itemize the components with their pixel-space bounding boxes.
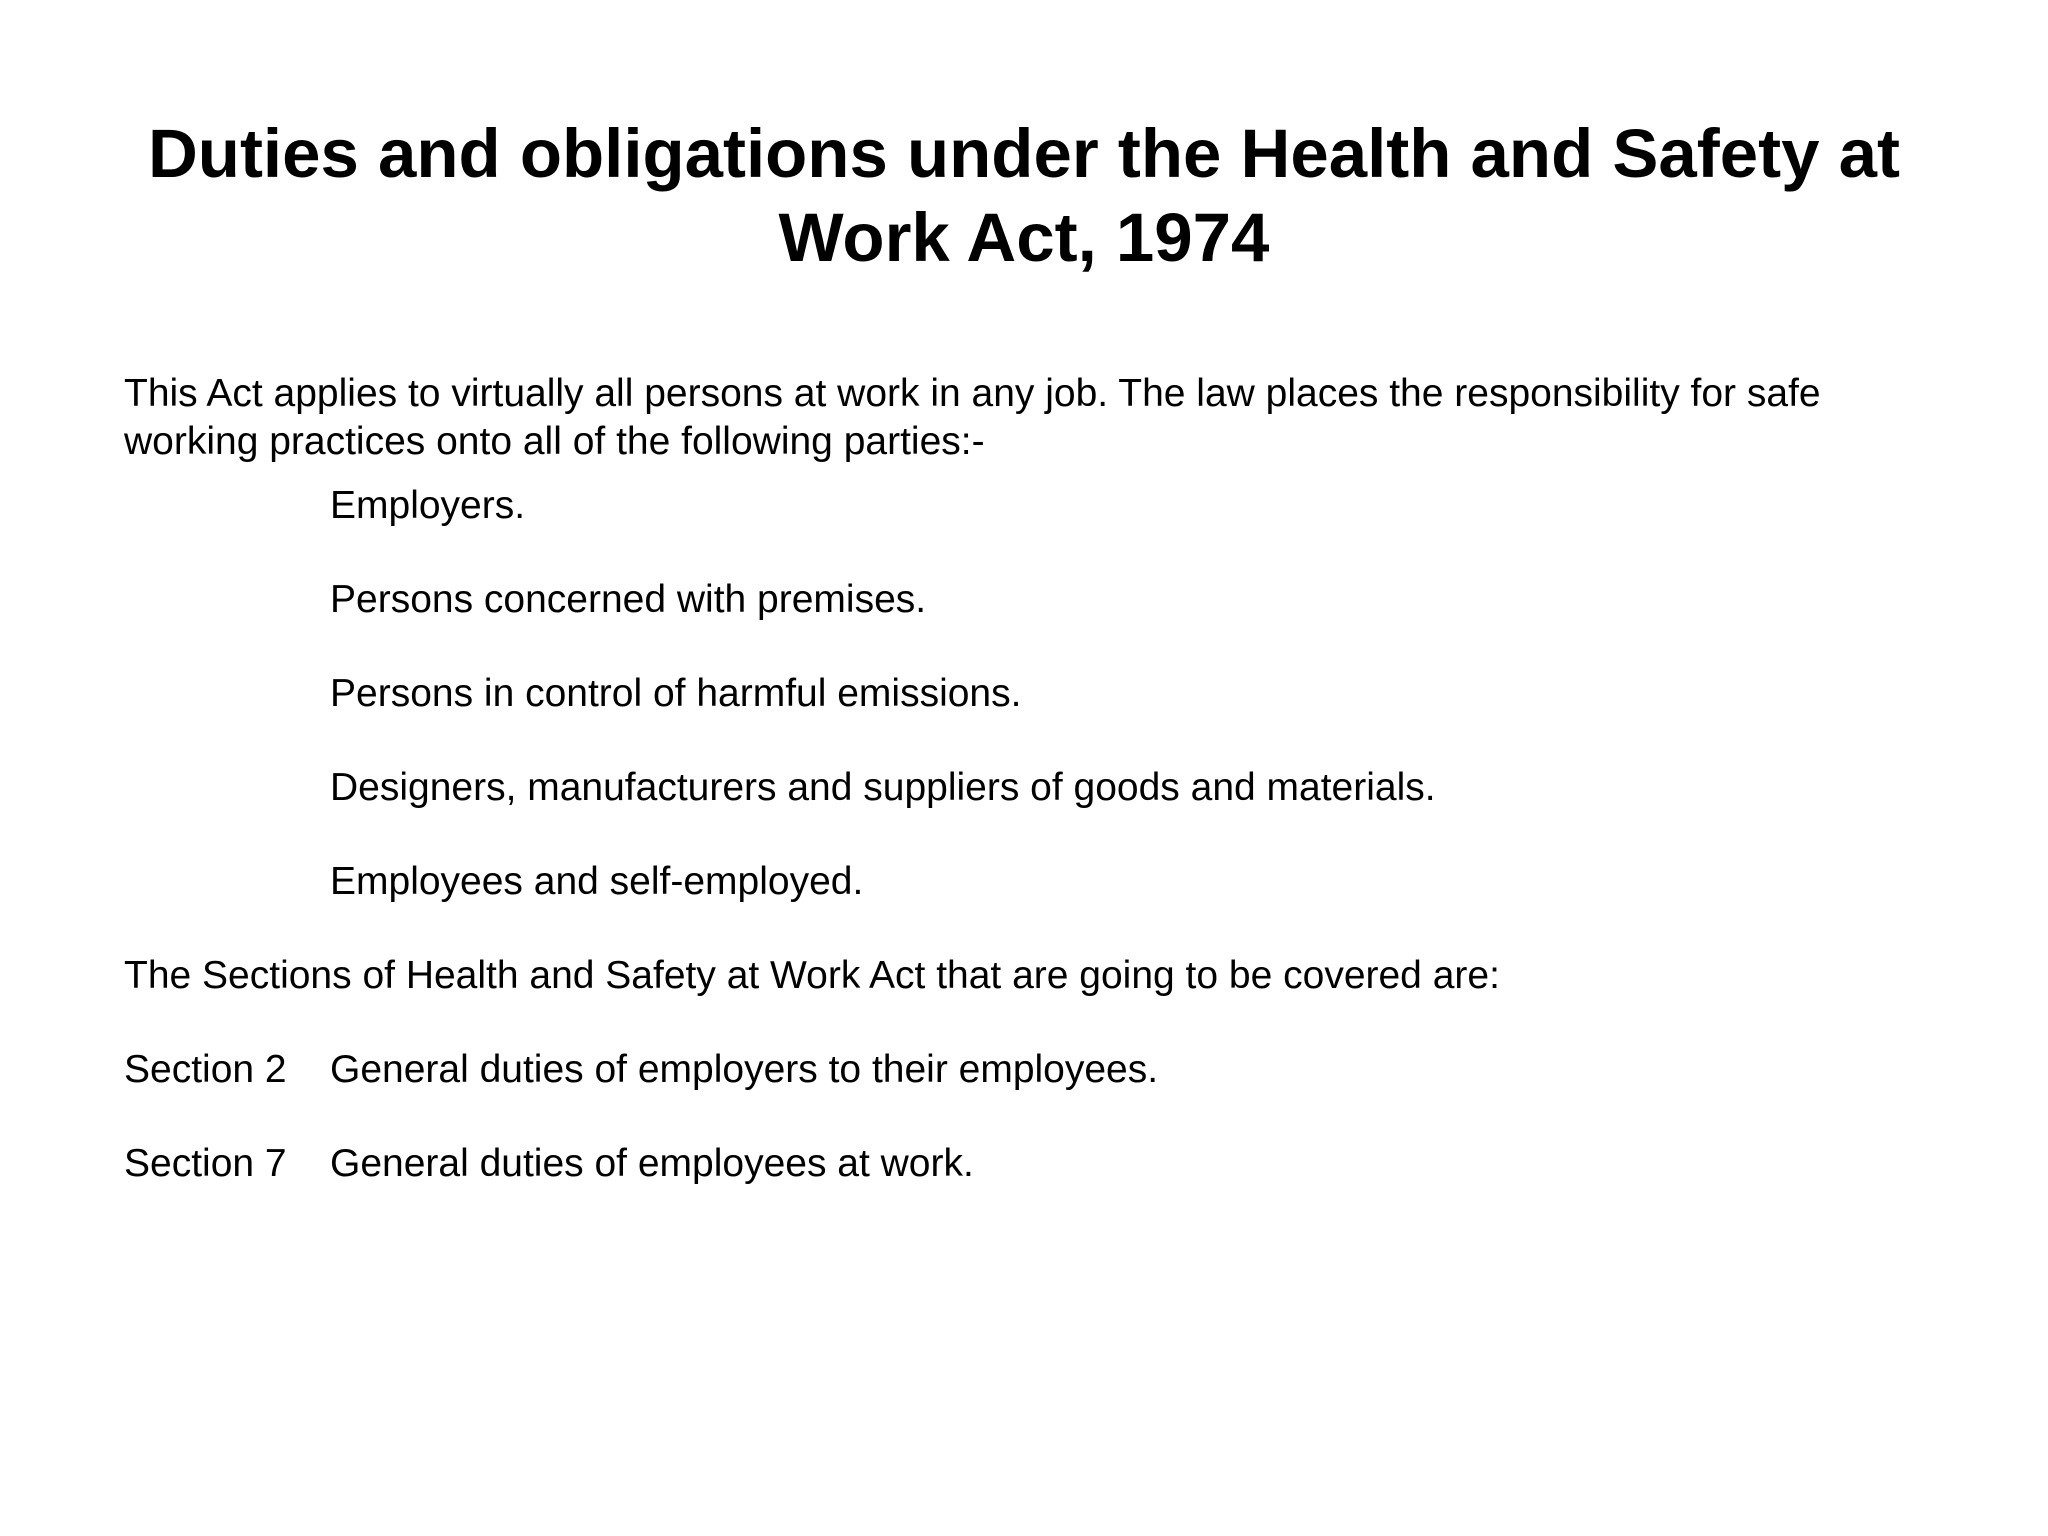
party-item-emissions: Persons in control of harmful emissions. bbox=[330, 672, 1022, 715]
section-label: Section 2 bbox=[124, 1048, 287, 1091]
sections-intro: The Sections of Health and Safety at Work Act that are going to be covered are: bbox=[124, 954, 1500, 997]
party-item-premises: Persons concerned with premises. bbox=[330, 578, 927, 621]
party-item-designers: Designers, manufacturers and suppliers of goods and materials. bbox=[330, 766, 1436, 809]
document-title: Duties and obligations under the Health and Safety at Work Act, 1974 bbox=[147, 115, 1901, 276]
section-description: General duties of employees at work. bbox=[330, 1142, 974, 1185]
section-label: Section 7 bbox=[124, 1142, 287, 1185]
parties-list bbox=[330, 482, 1436, 952]
intro-paragraph: This Act applies to virtually all persons at work in any job. The law places the responsibility for safe working practices onto all of the following parties:- bbox=[124, 372, 1821, 463]
party-item-employees: Employees and self-employed. bbox=[330, 860, 864, 903]
section-description: General duties of employers to their employees. bbox=[330, 1048, 1159, 1091]
party-item-employers: Employers. bbox=[330, 484, 526, 527]
